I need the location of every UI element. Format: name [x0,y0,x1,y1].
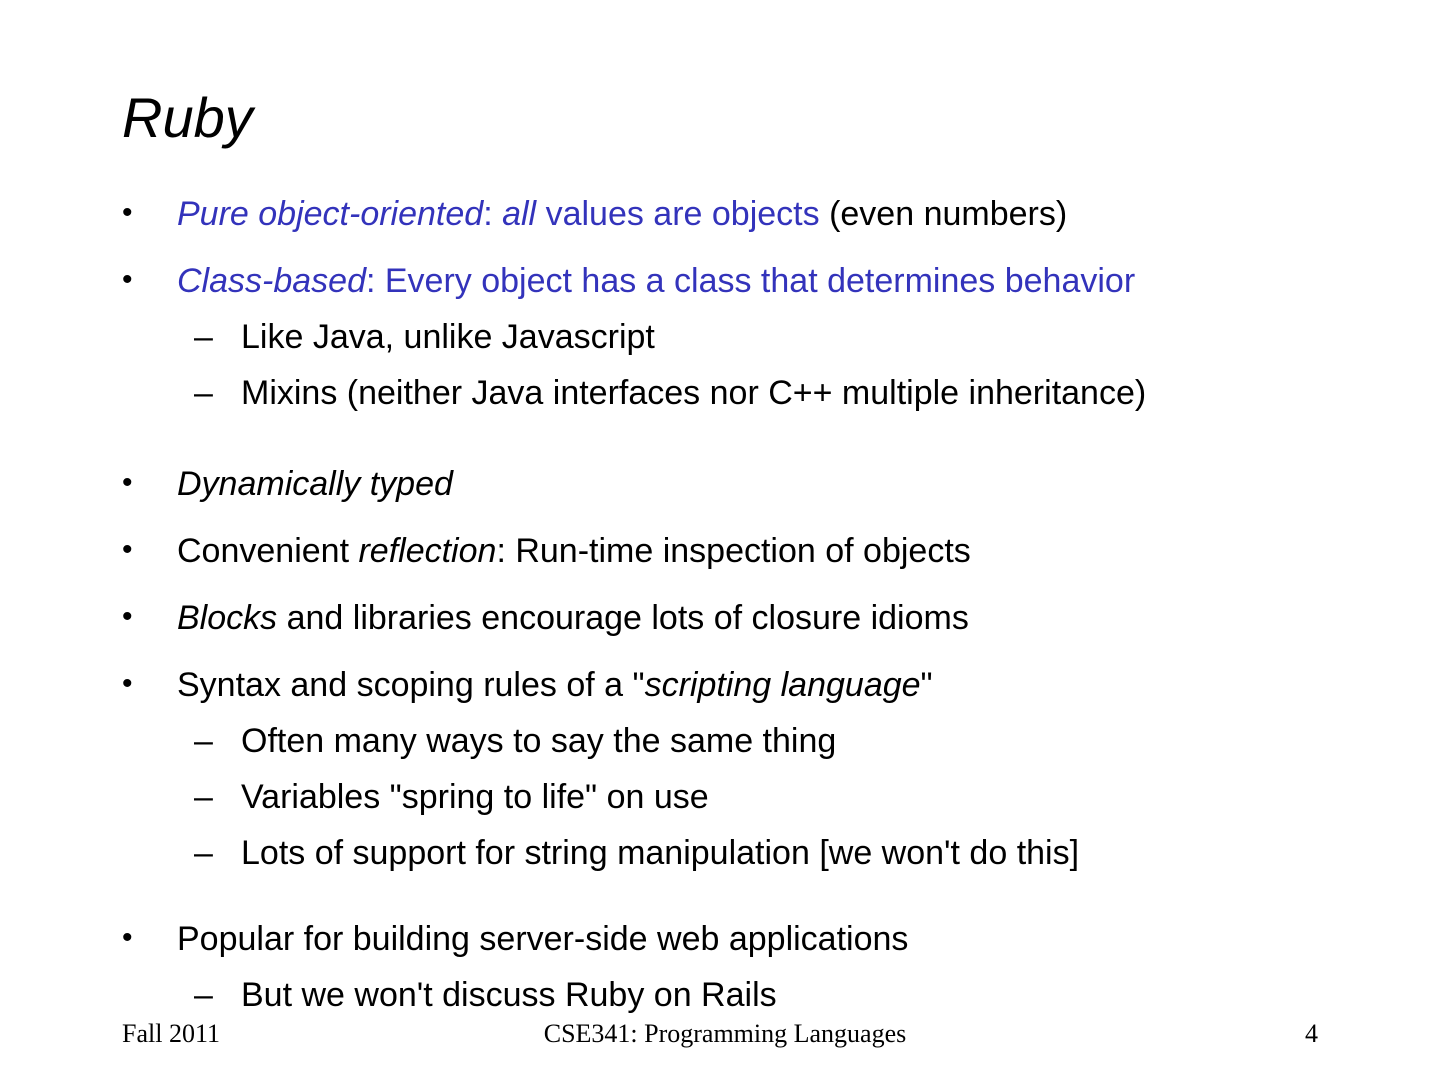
term-all: all [502,195,537,233]
bullet-pure-object-oriented [177,194,1067,234]
footer-page-number: 4 [1305,1019,1318,1048]
dash-icon: – [194,374,213,412]
sub-bullet-many-ways: Often many ways to say the same thing [241,722,837,760]
bullet-icon: • [122,667,133,700]
dash-icon: – [194,318,213,356]
sub-bullet-ruby-on-rails: But we won't discuss Ruby on Rails [241,976,777,1014]
footer-course: CSE341: Programming Languages [543,1019,907,1048]
dash-icon: – [194,834,213,872]
sub-bullet-mixins: Mixins (neither Java interfaces nor C++ multiple inheritance) [241,374,1147,412]
dash-icon: – [194,778,213,816]
dash-icon: – [194,976,213,1014]
bullet-dynamically-typed: Dynamically typed [177,465,453,503]
reflection-description: : Run-time inspection of objects [496,532,971,570]
bullet-reflection [177,531,971,571]
bullet-syntax-scoping [177,665,933,705]
class-based-description: : Every object has a class that determines behavior [365,262,1136,300]
bullet-blocks [177,598,969,638]
bullet-icon: • [122,533,133,566]
bullet-class-based [177,261,1135,301]
footer-date: Fall 2011 [122,1019,220,1048]
dash-icon: – [194,722,213,760]
bullet-icon: • [122,263,133,296]
values-are-objects: values are objects [545,195,820,233]
bullet-icon: • [122,921,133,954]
syntax-suffix: " [920,666,933,704]
syntax-prefix: Syntax and scoping rules of a " [177,666,645,704]
bullet-popular-web: Popular for building server-side web applications [177,920,909,958]
even-numbers-note: (even numbers) [829,195,1068,233]
bullet-icon: • [122,196,133,229]
sub-bullet-spring-to-life: Variables "spring to life" on use [241,778,709,816]
sub-bullet-like-java: Like Java, unlike Javascript [241,318,655,356]
sub-bullet-string-manipulation: Lots of support for string manipulation [we won't do this] [241,834,1080,872]
term-class-based: Class-based [177,262,366,300]
reflection-prefix: Convenient [177,532,350,570]
blocks-description: and libraries encourage lots of closure idioms [286,599,969,637]
slide-title: Ruby [122,86,253,149]
bullet-icon: • [122,466,133,499]
term-blocks: Blocks [177,599,278,637]
colon: : [483,195,493,233]
bullet-icon: • [122,600,133,633]
term-reflection: reflection [358,532,497,570]
term-scripting-language: scripting language [644,666,921,704]
term-pure-object-oriented: Pure object-oriented [177,195,484,233]
